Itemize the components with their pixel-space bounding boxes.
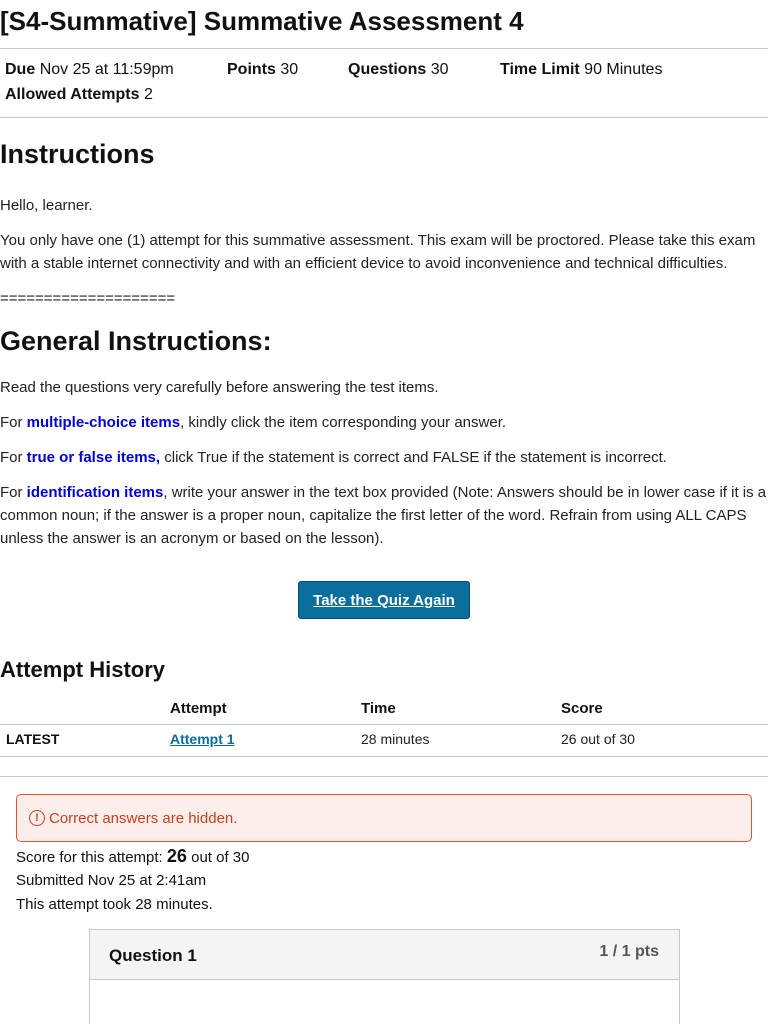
warning-icon: ! xyxy=(29,810,45,826)
attempts-meta xyxy=(5,86,153,104)
general-line-id: For identification items, write your answer in the text box provided (Note: Answers should be in lower case if it is a common noun; if the answer is a proper noun, capitalize the first letter of the word. Refrain from using ALL CAPS unless the answer is an acronym or based on the lesson). xyxy=(0,484,767,547)
points-meta xyxy=(227,61,298,79)
page-title: [S4-Summative] Summative Assessment 4 xyxy=(0,6,524,36)
question-header xyxy=(90,930,679,980)
general-instructions-heading: General Instructions: xyxy=(0,326,272,356)
attempt-history-heading: Attempt History xyxy=(0,657,166,682)
time-limit-meta xyxy=(500,61,662,79)
points-label: Points xyxy=(227,61,276,78)
points-value: 30 xyxy=(280,61,299,78)
question-card xyxy=(89,929,680,1024)
submitted-line: Submitted Nov 25 at 2:41am xyxy=(16,872,207,889)
attempt-score-value: 26 xyxy=(166,846,187,866)
general-line-tf: For true or false items, click True if the statement is correct and FALSE if the statement is incorrect. xyxy=(0,449,667,466)
table-row-divider xyxy=(0,756,768,757)
question-points: 1 / 1 pts xyxy=(599,943,659,960)
instructions-paragraph: You only have one (1) attempt for this summative assessment. This exam will be proctored. Please take this exam with a stable internet connectivity and with an efficient device to avoid inconvenience and technical difficulties. xyxy=(0,232,756,272)
questions-value: 30 xyxy=(430,61,449,78)
attempt-score: 26 out of 30 xyxy=(561,731,635,747)
take-quiz-again-button[interactable]: Take the Quiz Again xyxy=(298,581,470,619)
due-label: Due xyxy=(5,61,36,78)
attempt-score-line: Score for this attempt: 26 out of 30 xyxy=(16,846,250,866)
time-limit-value: 90 Minutes xyxy=(584,61,663,78)
due-meta xyxy=(5,61,174,79)
questions-meta xyxy=(348,61,448,79)
meta-divider xyxy=(0,117,768,118)
attempt-time: 28 minutes xyxy=(361,731,430,747)
duration-line: This attempt took 28 minutes. xyxy=(16,896,213,913)
latest-tag: LATEST xyxy=(6,731,60,747)
greeting-text: Hello, learner. xyxy=(0,197,93,214)
time-limit-label: Time Limit xyxy=(500,61,580,78)
mc-highlight: multiple-choice items xyxy=(26,414,181,431)
question-title: Question 1 xyxy=(109,946,197,965)
general-line-read: Read the questions very carefully before answering the test items. xyxy=(0,379,439,396)
column-time: Time xyxy=(361,700,396,717)
tf-highlight: true or false items, xyxy=(26,449,161,466)
general-line-mc: For multiple-choice items, kindly click the item corresponding your answer. xyxy=(0,414,507,431)
header-divider xyxy=(0,48,768,49)
attempt-1-link[interactable]: Attempt 1 xyxy=(170,731,235,747)
instructions-heading: Instructions xyxy=(0,139,155,169)
questions-label: Questions xyxy=(348,61,427,78)
id-highlight: identification items xyxy=(26,484,164,501)
alert-text: Correct answers are hidden. xyxy=(49,809,238,827)
column-score: Score xyxy=(561,700,603,717)
column-attempt: Attempt xyxy=(170,700,227,717)
hidden-answers-alert xyxy=(16,794,752,842)
attempts-value: 2 xyxy=(143,86,153,103)
separator-text: ==================== xyxy=(0,290,176,307)
due-value: Nov 25 at 11:59pm xyxy=(39,61,174,78)
history-divider xyxy=(0,776,768,777)
table-header-divider xyxy=(0,724,768,725)
attempts-label: Allowed Attempts xyxy=(5,86,140,103)
